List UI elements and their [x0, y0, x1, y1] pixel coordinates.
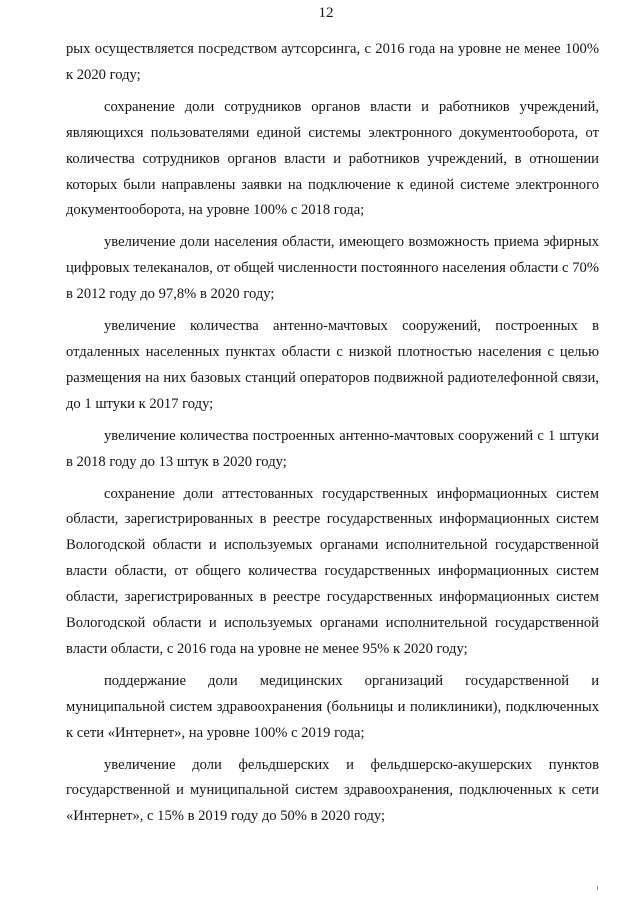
document-body — [66, 37, 599, 836]
paragraph-certified-systems: сохранение доли аттестованных государственных информационных систем области, зарегистрированных в реестре государственных информационных систем Вологодской области и используемых органами исполнительной государственной власти области, от общего количества государственных информационных систем области, зарегистрированных в реестре государственных информационных систем Вологодской области и используемых органами исполнительной государственной власти области, с 2016 года на уровне не менее 95% к 2020 году; — [66, 485, 599, 657]
scan-artifact — [597, 886, 598, 890]
paragraph-edo-share: сохранение доли сотрудников органов власти и работников учреждений, являющихся пользователями единой системы электронного документооборота, от количества сотрудников органов власти и работников учреждений, в отношении которых были направлены заявки на подключение к единой системе электронного документооборота, на уровне 100% с 2018 года; — [66, 98, 599, 219]
paragraph-digital-tv: увеличение доли населения области, имеющего возможность приема эфирных цифровых телеканалов, от общей численности постоянного населения области с 70% в 2012 году до 97,8% в 2020 году; — [66, 234, 599, 303]
paragraph-antenna-towers-count: увеличение количества построенных антенно-мачтовых сооружений с 1 штуки в 2018 году до 13 штук в 2020 году; — [66, 427, 599, 470]
paragraph-feldsher-points: увеличение доли фельдшерских и фельдшерско-акушерских пунктов государственной и муниципальной систем здравоохранения, подключенных к сети «Интернет», с 15% в 2019 году до 50% в 2020 году; — [66, 756, 599, 825]
paragraph-continued: рых осуществляется посредством аутсорсинга, с 2016 года на уровне не менее 100% к 2020 году; — [66, 41, 599, 83]
paragraph-antenna-towers-remote: увеличение количества антенно-мачтовых сооружений, построенных в отдаленных населенных пунктах области с низкой плотностью населения с целью размещения на них базовых станций операторов подвижной радиотелефонной связи, до 1 штуки к 2017 году; — [66, 318, 599, 412]
page-number: 12 — [318, 5, 334, 21]
paragraph-medical-organizations: поддержание доли медицинских организаций государственной и муниципальной систем здравоохранения (больницы и поликлиники), подключенных к сети «Интернет», на уровне 100% с 2019 года; — [66, 672, 599, 741]
